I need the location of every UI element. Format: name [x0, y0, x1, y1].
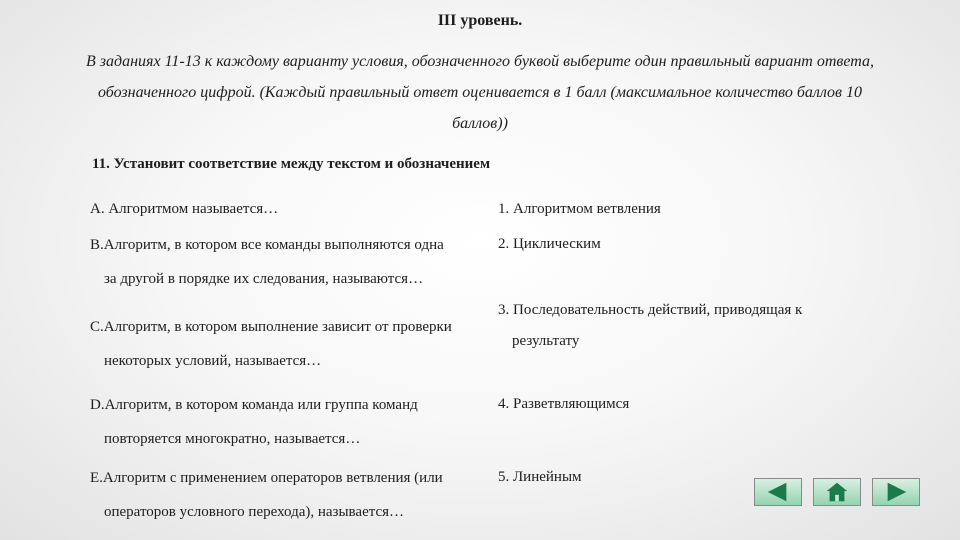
condition-c [90, 310, 452, 378]
prev-slide-button[interactable] [754, 478, 802, 506]
answer-3-line1: 3. Последовательность действий, приводящая к [498, 302, 803, 318]
home-button[interactable] [813, 478, 861, 506]
instructions-line: обозначенного цифрой. (Каждый правильный ответ оценивается в 1 балл (максимальное количество баллов 10 [97, 84, 862, 101]
answer-2-text: 2. Циклическим [498, 236, 601, 252]
answer-5 [498, 462, 582, 493]
condition-a-text: А. Алгоритмом называется… [90, 201, 279, 217]
instructions-line: В заданиях 11-13 к каждому варианту условия, обозначенного буквой выберите один правильный вариант ответа, [85, 53, 874, 70]
condition-d [90, 388, 418, 456]
condition-b-line2: за другой в порядке их следования, называются… [104, 271, 424, 287]
prev-arrow-icon [755, 479, 801, 505]
answer-3 [498, 295, 802, 357]
condition-e-line2: операторов условного перехода), называется… [104, 504, 405, 520]
answer-1 [498, 194, 661, 225]
condition-a [90, 192, 278, 226]
condition-b [90, 228, 444, 296]
page-title: III уровень. [437, 12, 523, 29]
condition-c-line1: С.Алгоритм, в котором выполнение зависит от проверки [90, 319, 452, 335]
condition-e-line1: Е.Алгоритм с применением операторов ветвления (или [90, 470, 443, 486]
task-heading: 11. Установит соответствие между текстом и обозначением [92, 156, 491, 172]
instructions-line: баллов)) [452, 115, 508, 132]
condition-e [90, 461, 443, 529]
next-slide-button[interactable] [872, 478, 920, 506]
answer-4 [498, 389, 629, 420]
answer-5-text: 5. Линейным [498, 469, 582, 485]
condition-d-line2: повторяется многократно, называется… [104, 431, 361, 447]
answer-4-text: 4. Разветвляющимся [498, 396, 630, 412]
condition-c-line2: некоторых условий, называется… [104, 353, 322, 369]
answer-1-text: 1. Алгоритмом ветвления [498, 201, 661, 217]
condition-b-line1: В.Алгоритм, в котором все команды выполняются одна [90, 237, 444, 253]
condition-d-line1: D.Алгоритм, в котором команда или группа команд [90, 397, 418, 413]
answer-2 [498, 229, 601, 260]
home-icon [814, 479, 860, 505]
answer-3-line2: результату [512, 333, 580, 349]
next-arrow-icon [873, 479, 919, 505]
instructions [20, 46, 940, 139]
